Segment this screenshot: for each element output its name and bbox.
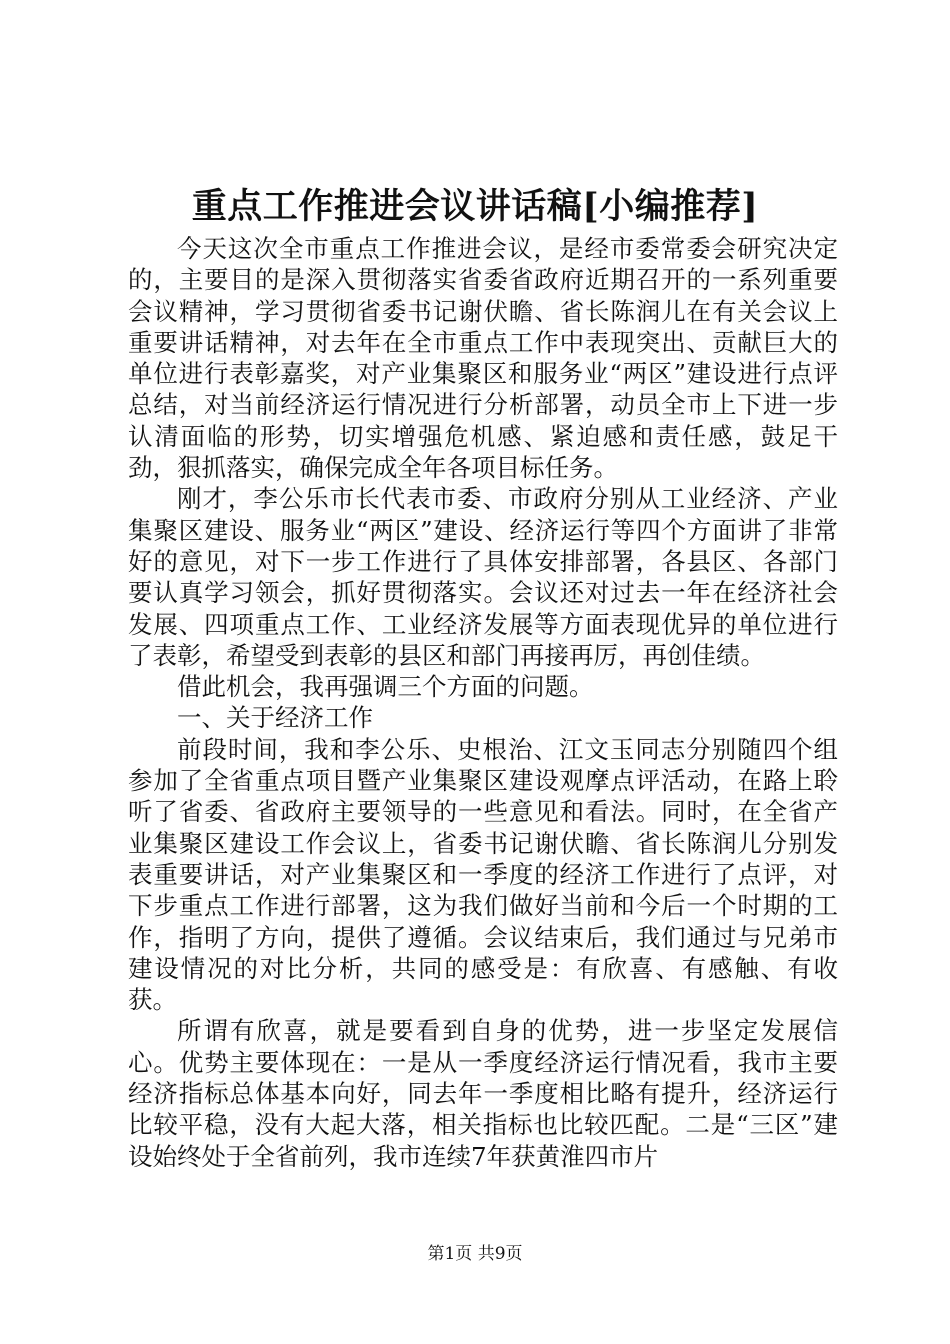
paragraph-observation: 前段时间，我和李公乐、史根治、江文玉同志分别随四个组参加了全省重点项目暨产业集聚区建设观摩点评活动，在路上聆听了省委、省政府主要领导的一些意见和看法。同时，在全省产业集聚区建设工作会议上，省委书记谢伏瞻、省长陈润儿分别发表重要讲话，对产业集聚区和一季度的经济工作进行了点评，对下步重点工作进行部署，这为我们做好当前和今后一个时期的工作，指明了方向，提供了遵循。会议结束后，我们通过与兄弟市建设情况的对比分析，共同的感受是：有欣喜、有感触、有收获。: [128, 734, 838, 1015]
section-heading-economy: 一、关于经济工作: [177, 703, 373, 733]
page-number-footer: 第1页 共9页: [427, 1244, 523, 1264]
paragraph-opening: 今天这次全市重点工作推进会议，是经市委常委会研究决定的，主要目的是深入贯彻落实省委省政府近期召开的一系列重要会议精神，学习贯彻省委书记谢伏瞻、省长陈润儿在有关会议上重要讲话精神，对去年在全市重点工作中表现突出、贡献巨大的单位进行表彰嘉奖，对产业集聚区和服务业“两区”建设进行点评总结，对当前经济运行情况进行分析部署，动员全市上下进一步认清面临的形势，切实增强危机感、紧迫感和责任感，鼓足干劲，狠抓落实，确保完成全年各项目标任务。: [128, 234, 838, 483]
paragraph-review: 刚才，李公乐市长代表市委、市政府分别从工业经济、产业集聚区建设、服务业“两区”建设、经济运行等四个方面讲了非常好的意见，对下一步工作进行了具体安排部署，各县区、各部门要认真学习领会，抓好贯彻落实。会议还对过去一年在经济社会发展、四项重点工作、工业经济发展等方面表现优异的单位进行了表彰，希望受到表彰的县区和部门再接再厉，再创佳绩。: [128, 484, 838, 670]
document-body: [128, 233, 838, 1172]
paragraph-advantages: 所谓有欣喜，就是要看到自身的优势，进一步坚定发展信心。优势主要体现在：一是从一季度经济运行情况看，我市主要经济指标总体基本向好，同去年一季度相比略有提升，经济运行比较平稳，没有大起大落，相关指标也比较匹配。二是“三区”建设始终处于全省前列，我市连续7年获黄淮四市片: [128, 1016, 838, 1171]
document-title: 重点工作推进会议讲话稿[小编推荐]: [191, 186, 759, 227]
paragraph-emphasis: 借此机会，我再强调三个方面的问题。: [177, 672, 594, 702]
